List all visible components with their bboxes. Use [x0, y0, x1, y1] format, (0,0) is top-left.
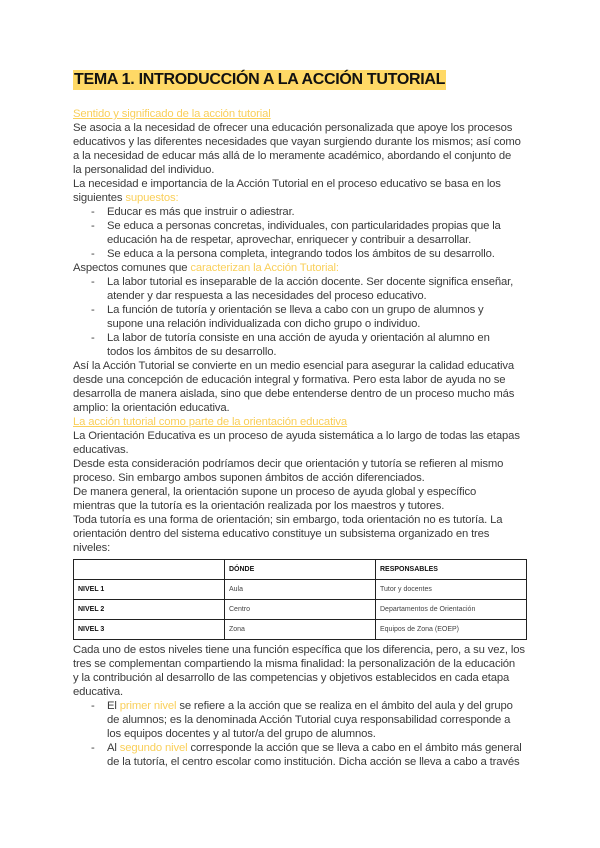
text-line — [73, 401, 533, 415]
text-segment: desde una concepción de educación integral y formativa. Pero esta labor de ayuda no se — [73, 374, 506, 386]
bullet-dash: - — [91, 276, 95, 288]
text-segment: Al — [107, 742, 120, 754]
text-segment: corresponde la acción que se lleva a cabo en el ámbito más general — [187, 742, 522, 754]
text-line — [73, 643, 533, 657]
text-line — [73, 541, 533, 555]
highlighted-term: primer nivel — [119, 700, 177, 712]
text-segment: La Orientación Educativa es un proceso de ayuda sistemática a lo largo de todas las etapas — [73, 430, 520, 442]
bullet-dash: - — [91, 220, 95, 232]
text-segment: Se educa a la persona completa, integrando todos los ámbitos de su desarrollo. — [107, 248, 495, 260]
text-line — [73, 499, 533, 513]
text-line — [73, 429, 533, 443]
text-segment: educación ha de respetar, aprovechar, enriquecer y contribuir a desarrollar. — [107, 234, 472, 246]
text-line — [73, 657, 533, 671]
table-cell: Centro — [225, 600, 376, 620]
bullet-dash: - — [91, 332, 95, 344]
text-segment: Desde esta consideración podríamos decir que orientación y tutoría se refieren al mismo — [73, 458, 504, 470]
text-line — [73, 135, 533, 149]
text-line — [73, 317, 533, 331]
table-row — [74, 620, 527, 640]
text-line — [73, 261, 533, 275]
text-segment: niveles: — [73, 542, 111, 554]
highlighted-term: supuestos: — [125, 192, 179, 204]
text-segment: atender y dar respuesta a las necesidades del proceso educativo. — [107, 290, 427, 302]
text-segment: Aspectos comunes que — [73, 262, 191, 274]
text-segment: supone una relación individualizada con dicho grupo o individuo. — [107, 318, 421, 330]
list-item — [73, 275, 533, 303]
text-segment: amplio: la orientación educativa. — [73, 402, 230, 414]
text-line — [73, 373, 533, 387]
document-body — [73, 107, 533, 769]
text-line — [73, 177, 533, 191]
highlighted-term: segundo nivel — [119, 742, 188, 754]
table-cell: NIVEL 1 — [74, 580, 225, 600]
text-line — [73, 289, 533, 303]
section-heading — [73, 415, 533, 429]
text-segment: los equipos docentes y al tutor/a del grupo de alumnos. — [107, 728, 376, 740]
text-line — [73, 727, 533, 741]
text-segment: educativas. — [73, 444, 129, 456]
levels-table — [73, 559, 527, 640]
text-line — [73, 527, 533, 541]
text-segment: orientación dentro del sistema educativo constituye un subsistema organizado en tres — [73, 528, 490, 540]
text-segment: El — [107, 700, 120, 712]
text-segment: tres se complementan compartiendo la misma finalidad: la personalización de la educación — [73, 658, 516, 670]
table-header-cell: RESPONSABLES — [376, 560, 527, 580]
text-segment: educativos y las diferentes necesidades que vayan surgiendo durante los mismos; así como — [73, 136, 521, 148]
text-line — [73, 275, 533, 289]
text-segment: Así la Acción Tutorial se convierte en un medio esencial para asegurar la calidad educativa — [73, 360, 515, 372]
table-cell: Tutor y docentes — [376, 580, 527, 600]
section-heading — [73, 107, 533, 121]
text-line — [73, 191, 533, 205]
text-segment: y la contribución al desarrollo de las competencias y objetivos establecidos en cada etapa — [73, 672, 510, 684]
text-segment: Se educa a personas concretas, individuales, con particularidades propias que la — [107, 220, 501, 232]
text-segment: La función de tutoría y orientación se lleva a cabo con un grupo de alumnos y — [107, 304, 484, 316]
page-title: TEMA 1. INTRODUCCIÓN A LA ACCIÓN TUTORIAL — [74, 71, 446, 88]
table-row — [74, 580, 527, 600]
table-cell: Equipos de Zona (EOEP) — [376, 620, 527, 640]
highlighted-term: caracterizan la Acción Tutorial: — [190, 262, 339, 274]
text-line — [73, 457, 533, 471]
text-segment: Toda tutoría es una forma de orientación; sin embargo, toda orientación no es tutoría. La — [73, 514, 503, 526]
text-line — [73, 713, 533, 727]
list-item — [73, 741, 533, 769]
table-header-row — [74, 560, 527, 580]
bullet-dash: - — [91, 248, 95, 260]
list-item — [73, 205, 533, 219]
text-line — [73, 121, 533, 135]
table-header-cell: DÓNDE — [225, 560, 376, 580]
text-segment: proceso. Sin embargo ambos suponen ámbitos de acción diferenciados. — [73, 472, 425, 484]
text-line — [73, 247, 533, 261]
text-line — [73, 485, 533, 499]
text-segment: de la tutoría, el centro escolar como institución. Dicha acción se lleva a cabo a través — [107, 756, 520, 768]
list-item — [73, 219, 533, 247]
text-segment: La labor tutorial es inseparable de la acción docente. Ser docente significa enseñar, — [107, 276, 514, 288]
text-line — [73, 359, 533, 373]
bullet-dash: - — [91, 206, 95, 218]
section-heading-text: Sentido y significado de la acción tutorial — [73, 108, 271, 120]
list-item — [73, 247, 533, 261]
table-cell: NIVEL 3 — [74, 620, 225, 640]
text-line — [73, 513, 533, 527]
text-line — [73, 443, 533, 457]
table-cell: Zona — [225, 620, 376, 640]
bullet-dash: - — [91, 742, 95, 754]
text-line — [73, 685, 533, 699]
list-item — [73, 699, 533, 741]
text-line — [73, 741, 533, 755]
text-line — [73, 303, 533, 317]
text-line — [73, 163, 533, 177]
text-line — [73, 699, 533, 713]
text-segment: de alumnos; es la denominada Acción Tutorial cuya responsabilidad corresponde a — [107, 714, 511, 726]
text-line — [73, 471, 533, 485]
text-segment: todos los ámbitos de su desarrollo. — [107, 346, 277, 358]
text-line — [73, 219, 533, 233]
table-header-cell — [74, 560, 225, 580]
table-cell: Departamentos de Orientación — [376, 600, 527, 620]
text-segment: educativa. — [73, 686, 123, 698]
text-segment: De manera general, la orientación supone un proceso de ayuda global y específico — [73, 486, 477, 498]
text-segment: Se asocia a la necesidad de ofrecer una educación personalizada que apoye los procesos — [73, 122, 513, 134]
table-cell: Aula — [225, 580, 376, 600]
table-row — [74, 600, 527, 620]
text-segment: La necesidad e importancia de la Acción Tutorial en el proceso educativo se basa en los — [73, 178, 501, 190]
text-line — [73, 205, 533, 219]
text-segment: La labor de tutoría consiste en una acción de ayuda y orientación al alumno en — [107, 332, 490, 344]
list-item — [73, 303, 533, 331]
text-segment: siguientes — [73, 192, 126, 204]
section-heading-text: La acción tutorial como parte de la orientación educativa — [73, 416, 348, 428]
text-line — [73, 671, 533, 685]
text-line — [73, 345, 533, 359]
table-cell: NIVEL 2 — [74, 600, 225, 620]
text-line — [73, 387, 533, 401]
text-segment: desarrolla de manera aislada, sino que debe entenderse dentro de un proceso mucho más — [73, 388, 515, 400]
text-line — [73, 149, 533, 163]
text-segment: mientras que la tutoría es la orientación realizada por los maestros y tutores. — [73, 500, 445, 512]
document-page — [73, 70, 533, 769]
text-segment: Educar es más que instruir o adiestrar. — [107, 206, 295, 218]
text-segment: la personalidad del individuo. — [73, 164, 215, 176]
list-item — [73, 331, 533, 359]
text-segment: a la necesidad de educar más allá de lo meramente académico, abordando el conjunto de — [73, 150, 512, 162]
bullet-dash: - — [91, 700, 95, 712]
text-line — [73, 755, 533, 769]
text-segment: Cada uno de estos niveles tiene una función específica que los diferencia, pero, a su vez, los — [73, 644, 525, 656]
bullet-dash: - — [91, 304, 95, 316]
text-line — [73, 233, 533, 247]
text-segment: se refiere a la acción que se realiza en el ámbito del aula y del grupo — [176, 700, 513, 712]
text-line — [73, 331, 533, 345]
